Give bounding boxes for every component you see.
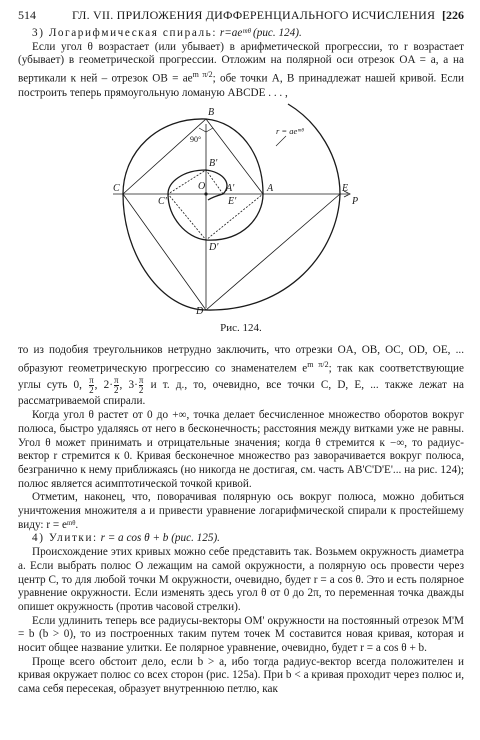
page-header [18, 8, 464, 24]
fraction-3: $\frac{\pi}{2}$ [138, 375, 144, 396]
label-B1: B' [209, 158, 218, 170]
similarity-exponent: m π/2 [307, 359, 329, 369]
spiral-heading-lead: 3) Логарифмическая спираль: [32, 27, 218, 39]
figure-caption: Рис. 124. [220, 322, 262, 335]
limacon-heading [18, 532, 464, 546]
label-E: E [342, 183, 349, 195]
spiral-heading [18, 27, 464, 41]
similarity-text-3: , 2· [94, 379, 113, 392]
similarity-text-4: , 3· [119, 379, 138, 392]
similarity-text-1: то из подобия треугольников нетрудно заключить, что отрезки OA, OB, OC, OD, OE, ... образуют геометрическую прогрессию со знаменателем e [18, 344, 464, 375]
limacon-heading-lead: 4) Улитки: [32, 532, 98, 545]
label-A: A [267, 183, 274, 195]
pole-rotation-paragraph: Отметим, наконец, что, поворачивая полярную ось вокруг полюса, можно добиться уничтожения множителя a и привести уравнение логарифмической спирали к простейшему виду: r = eᵐᶿ. [18, 491, 464, 531]
label-C1: C' [158, 196, 167, 208]
figure-124 [18, 102, 464, 318]
spiral-curve [123, 104, 340, 310]
similarity-paragraph [18, 344, 464, 409]
polyline-abcde [123, 119, 340, 310]
spiral-text-1: Если угол θ возрастает (или убывает) в арифметической прогрессии, то r возрастает (убывает) в геометрической прогрессии. Отложим на полярной оси отрезок OA = a, а на вертикали к ней – отрезок OB = ae [18, 40, 464, 85]
label-D1: D' [209, 242, 219, 254]
label-D: D [196, 306, 204, 318]
extension-paragraph: Если удлинить теперь все радиусы-векторы OM' окружности на постоянный отрезок M'M = b (b > 0), то из построенных таким путем точек M составится новая кривая, которая и носит общее название улитки. Ее полярное уравнение, очевидно, будет r = a cos θ + b. [18, 614, 464, 655]
fraction-1: $\frac{\pi}{2}$ [89, 375, 94, 396]
spiral-exponent: m π/2 [192, 70, 213, 80]
label-C: C [113, 183, 120, 195]
similarity-text-2: ; так как соответствующие углы суть 0, [18, 362, 464, 392]
page [18, 8, 464, 697]
spiral-heading-formula: r=aeᵐᶿ (рис. 124). [219, 27, 302, 39]
origin-paragraph: Происхождение этих кривых можно себе представить так. Возьмем окружность диаметра a. Если выбрать полюс O лежащим на самой окружности, а полярную ось провести через центр C, то для любой точки M окружности, очевидно, будет r = a cos θ. Это и есть полярное уравнение окружности. Если изменять здесь угол θ от 0 до 2π, то переменная точка дважды опишет окружность (против часовой стрелки). [18, 546, 464, 613]
spiral-text-2: ; обе точки A, B принадлежат нашей кривой. Если построить теперь прямоугольную ломаную ABCDE . . . , [18, 72, 464, 99]
running-title: ГЛ. VII. ПРИЛОЖЕНИЯ ДИФФЕРЕНЦИАЛЬНОГО ИСЧИСЛЕНИЯ [72, 8, 436, 22]
similarity-text-5: и т. д., то, очевидно, все точки C, D, E, ... также лежат на рассматриваемой спирали. [18, 379, 464, 408]
asymptote-paragraph: Когда угол θ растет от 0 до +∞, точка делает бесчисленное множество оборотов вокруг полюса, быстро удаляясь от него в бесконечность; расстояния между витками уже не равны. Угол θ может принимать и отрицательные значения; когда θ стремится к −∞, то радиус-вектор r стремится к 0. Кривая бесконечное множество раз заворачивается вокруг полюса, безгранично к нему приближаясь (но никогда не достигая, см. часть AB'C'D'E'... на рис. 124); полюс является асимптотической точкой кривой. [18, 409, 464, 490]
label-P: P [352, 196, 359, 208]
section-number: [226 [442, 8, 464, 22]
label-O: O [198, 181, 206, 193]
label-B: B [208, 107, 215, 119]
spiral-paragraph [18, 41, 464, 101]
polyline-inner [168, 170, 263, 240]
label-E1: E' [228, 196, 237, 208]
label-angle: 90° [190, 135, 202, 145]
limacon-heading-formula: r = a cos θ + b (рис. 125). [100, 532, 220, 545]
page-number: 514 [18, 8, 36, 22]
spiral-diagram [18, 102, 464, 318]
fraction-2: $\frac{\pi}{2}$ [113, 375, 119, 396]
pole-point [204, 193, 207, 196]
label-A1: A' [226, 183, 235, 195]
label-curve: r = aeᵐᶿ [276, 126, 304, 137]
curve-leader-line [276, 136, 286, 146]
cases-paragraph: Проще всего обстоит дело, если b > a, ибо тогда радиус-вектор всегда положителен и кривая окружает полюс со всех сторон (рис. 125a). При b < a кривая проходит через полюс и, сама себя пересекая, образует внутреннюю петлю, как [18, 655, 464, 696]
